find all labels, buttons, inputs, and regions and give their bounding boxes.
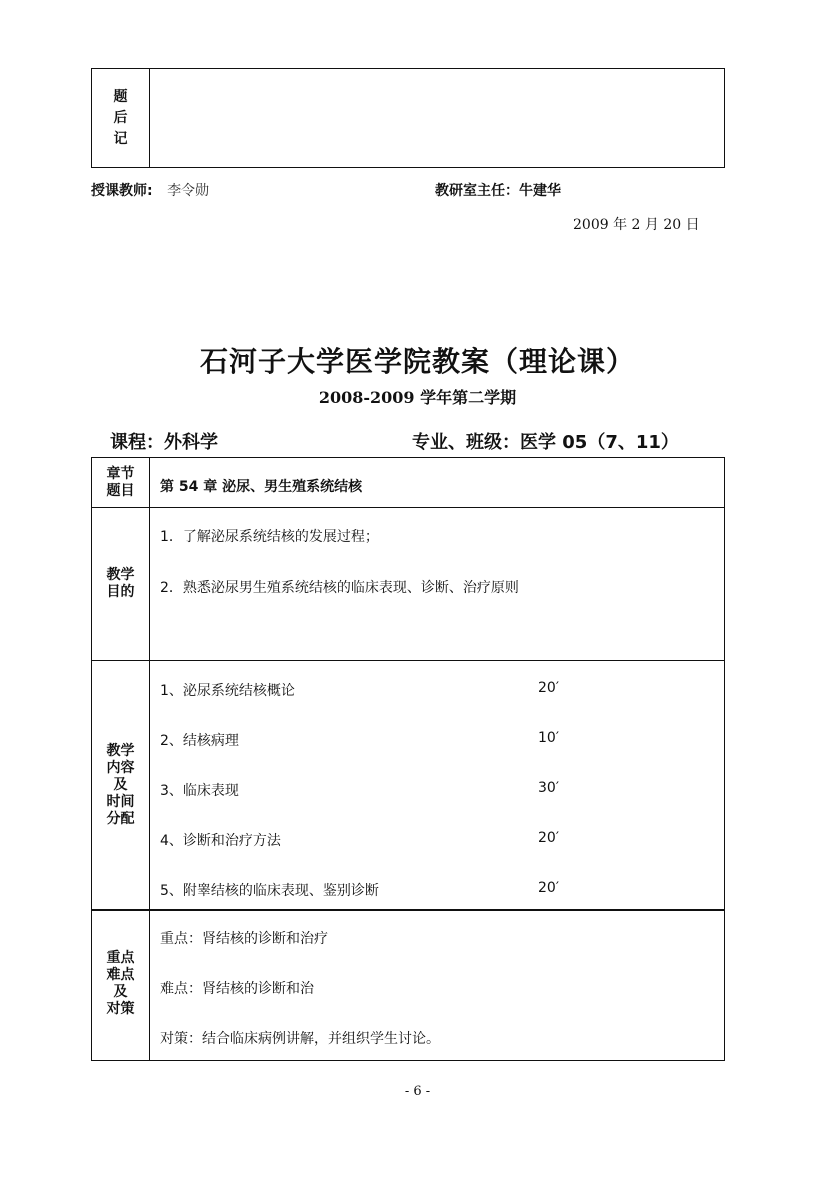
content-time: 20′ <box>538 680 559 696</box>
teacher-signature <box>91 180 209 200</box>
label-line: 分配 <box>106 811 135 827</box>
chapter-cell <box>150 458 724 507</box>
content-item: 1、泌尿系统结核概论 <box>160 683 295 699</box>
label-line: 教学 <box>106 743 135 759</box>
key-point-item: 难点：肾结核的诊断和治 <box>160 981 314 997</box>
notes-content <box>150 69 724 167</box>
label-line: 及 <box>113 777 128 793</box>
chapter-label <box>92 458 150 507</box>
semester-subtitle: 2008-2009 学年第二学期 <box>318 388 517 407</box>
label-line: 难点 <box>106 967 135 983</box>
lesson-plan-table <box>91 457 725 910</box>
key-point-item: 重点：肾结核的诊断和治疗 <box>160 931 328 947</box>
content-time: 10′ <box>538 730 559 746</box>
page-number: - 6 - <box>404 1084 431 1099</box>
sign-date: 2009 年 2 月 20 日 <box>573 217 700 233</box>
content-row <box>92 661 724 911</box>
page-title: 石河子大学医学院教案（理论课） <box>199 345 635 378</box>
objectives-label <box>92 508 150 660</box>
label-line: 内容 <box>106 760 135 776</box>
label-line: 目的 <box>106 584 135 600</box>
content-item: 3、临床表现 <box>160 783 239 799</box>
objective-item: 1．了解泌尿系统结核的发展过程； <box>160 529 379 545</box>
content-label <box>92 661 150 910</box>
label-line: 对策 <box>106 1001 135 1017</box>
key-points-cell <box>150 908 724 1060</box>
key-points-row <box>91 908 725 1061</box>
label-line: 教学 <box>106 567 135 583</box>
teacher-label: 授课教师: <box>91 183 153 199</box>
content-time: 20′ <box>538 830 559 846</box>
label-line: 题目 <box>106 482 135 499</box>
objective-item: 2．熟悉泌尿男生殖系统结核的临床表现、诊断、治疗原则 <box>160 580 519 596</box>
notes-label-char: 题 <box>113 88 128 105</box>
objectives-row <box>92 508 724 661</box>
label-line: 时间 <box>106 794 135 810</box>
key-point-item: 对策：结合临床病例讲解，并组织学生讨论。 <box>160 1031 440 1047</box>
content-time: 20′ <box>538 880 559 896</box>
key-points-label <box>92 908 150 1060</box>
previous-notes-table <box>91 68 725 168</box>
chapter-title: 第 54 章 泌尿、男生殖系统结核 <box>160 479 363 495</box>
major-class: 专业、班级：医学 05（7、11） <box>412 432 679 453</box>
label-line: 及 <box>113 984 128 1000</box>
content-item: 4、诊断和治疗方法 <box>160 833 281 849</box>
notes-label-char: 后 <box>113 109 128 126</box>
label-line: 重点 <box>106 950 135 966</box>
course-name: 课程：外科学 <box>110 432 218 453</box>
content-cell <box>150 661 724 910</box>
content-item: 5、附睾结核的临床表现、鉴别诊断 <box>160 883 379 899</box>
objectives-cell <box>150 508 724 660</box>
label-line: 章节 <box>106 465 135 482</box>
teacher-name: 李令勋 <box>167 183 210 199</box>
notes-label <box>92 69 150 167</box>
director-signature: 教研室主任：牛建华 <box>435 183 561 199</box>
notes-label-char: 记 <box>113 130 128 147</box>
content-time: 30′ <box>538 780 559 796</box>
content-item: 2、结核病理 <box>160 733 239 749</box>
chapter-row <box>92 458 724 508</box>
